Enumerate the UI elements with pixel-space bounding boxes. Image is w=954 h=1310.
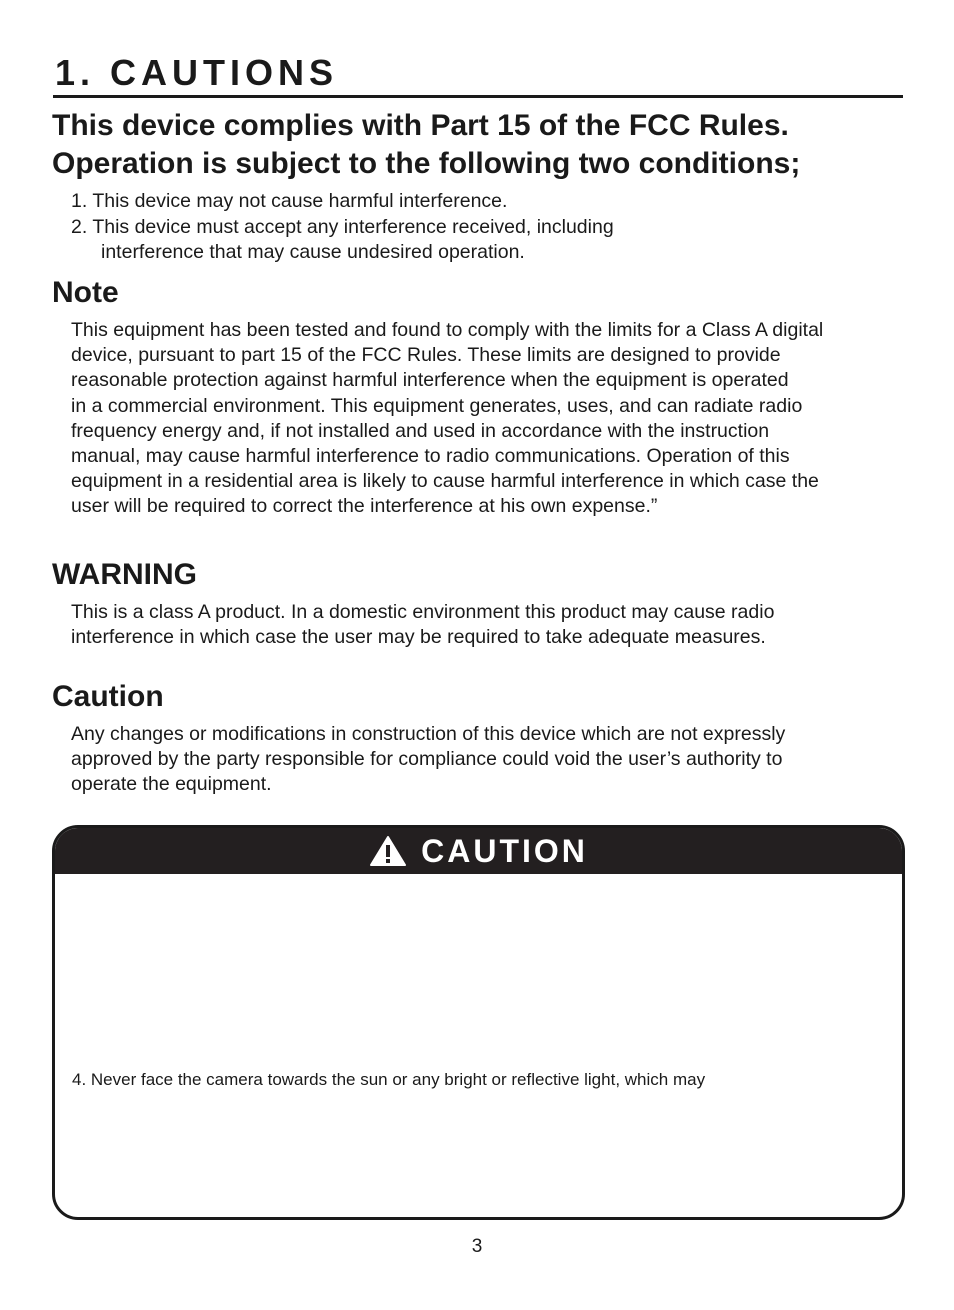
fcc-condition: 1. This device may not cause harmful interference. (71, 190, 508, 212)
warning-heading: WARNING (52, 558, 197, 591)
note-line: in a commercial environment. This equipment generates, uses, and can radiate radio (71, 394, 803, 417)
title-divider (53, 95, 903, 98)
caution-bar-label: CAUTION (421, 832, 588, 869)
warning-line: This is a class A product. In a domestic environment this product may cause radio (71, 601, 775, 623)
fcc-heading (52, 107, 800, 183)
note-paragraph (71, 318, 911, 520)
caution-item: 4. Never face the camera towards the sun or any bright or reflective light, which may (72, 1070, 706, 1089)
note-line: manual, may cause harmful interference to radio communications. Operation of this (71, 445, 790, 468)
caution-paragraph (71, 722, 911, 798)
caution-heading: Caution (52, 680, 164, 713)
caution-box (52, 825, 905, 1220)
note-line: This equipment has been tested and found to comply with the limits for a Class A digital (71, 319, 824, 341)
note-line: frequency energy and, if not installed and used in accordance with the instruction (71, 419, 770, 442)
fcc-condition-text: 2. This device must accept any interference received, including (71, 215, 614, 238)
note-line: reasonable protection against harmful interference when the equipment is operated (71, 369, 789, 392)
note-line: equipment in a residential area is likely to cause harmful interference in which case the (71, 470, 819, 493)
section-title: 1. CAUTIONS (55, 52, 339, 93)
warning-paragraph (71, 600, 911, 650)
note-line: device, pursuant to part 15 of the FCC Rules. These limits are designed to provide (71, 344, 781, 367)
note-heading: Note (52, 276, 119, 309)
note-line: user will be required to correct the interference at his own expense.” (71, 495, 658, 518)
fcc-conditions-list (71, 189, 614, 266)
warning-line: interference in which case the user may be required to take adequate measures. (71, 626, 766, 649)
caution-bar (55, 828, 902, 874)
fcc-heading-line: Operation is subject to the following two conditions; (52, 147, 801, 180)
fcc-heading-line: This device complies with Part 15 of the FCC Rules. (52, 109, 789, 142)
caution-line: operate the equipment. (71, 773, 272, 796)
caution-line: approved by the party responsible for compliance could void the user’s authority to (71, 748, 783, 771)
caution-line: Any changes or modifications in construction of this device which are not expressly (71, 723, 786, 745)
warning-triangle-icon (369, 835, 407, 867)
fcc-condition (71, 215, 614, 266)
page-number: 3 (471, 1236, 483, 1257)
fcc-condition-continuation: interference that may cause undesired operation. (101, 241, 525, 263)
